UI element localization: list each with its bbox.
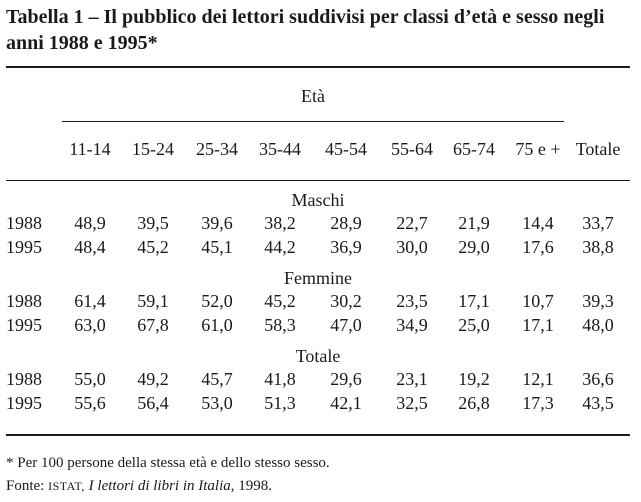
source-label: Fonte:: [6, 478, 45, 494]
table-cell: 49,2: [137, 369, 169, 389]
table-cell: 42,1: [330, 393, 362, 413]
table-cell: 17,6: [522, 237, 554, 257]
table-cell: 63,0: [74, 315, 106, 335]
table-cell: 33,7: [582, 213, 614, 233]
column-header: 45-54: [325, 139, 367, 159]
table-cell: 45,7: [201, 369, 233, 389]
table-cell: 53,0: [201, 393, 233, 413]
table-cell: 39,6: [201, 213, 233, 233]
age-group-header: Età: [301, 86, 325, 106]
table-cell: 17,3: [522, 393, 554, 413]
table-cell: 59,1: [137, 291, 169, 311]
table-cell: 58,3: [264, 315, 296, 335]
table-cell: 41,8: [264, 369, 296, 389]
table-cell: 17,1: [522, 315, 554, 335]
table-cell: 34,9: [396, 315, 428, 335]
table-cell: 38,2: [264, 213, 296, 233]
table-cell: 55,6: [74, 393, 106, 413]
row-year: 1995: [6, 237, 42, 257]
header-rule: [6, 180, 630, 181]
table-cell: 67,8: [137, 315, 169, 335]
age-group-rule: [62, 121, 564, 122]
table-cell: 48,9: [74, 213, 106, 233]
table-cell: 51,3: [264, 393, 296, 413]
table-cell: 25,0: [458, 315, 490, 335]
table-cell: 28,9: [330, 213, 362, 233]
table-cell: 39,5: [137, 213, 169, 233]
table-title: Tabella 1 – Il pubblico dei lettori suddivisi per classi d’età e sesso negli anni 1988 e 1995*: [6, 6, 605, 54]
source-note: [6, 476, 272, 496]
row-year: 1995: [6, 315, 42, 335]
table-cell: 23,5: [396, 291, 428, 311]
section-label: Maschi: [291, 190, 345, 210]
table-cell: 29,6: [330, 369, 362, 389]
column-header: 11-14: [69, 139, 111, 159]
table-cell: 45,2: [264, 291, 296, 311]
table-cell: 19,2: [458, 369, 490, 389]
table-cell: 10,7: [522, 291, 554, 311]
footnote: * Per 100 persone della stessa età e dello stesso sesso.: [6, 455, 330, 471]
table-cell: 55,0: [74, 369, 106, 389]
table-cell: 43,5: [582, 393, 614, 413]
source-year: , 1998.: [230, 478, 273, 494]
table-cell: 56,4: [137, 393, 169, 413]
column-header: 25-34: [196, 139, 238, 159]
column-header: 55-64: [391, 139, 433, 159]
table-cell: 45,2: [137, 237, 169, 257]
table-cell: 32,5: [396, 393, 428, 413]
row-year: 1988: [6, 213, 42, 233]
table-cell: 45,1: [201, 237, 233, 257]
section-label: Femmine: [284, 268, 352, 288]
table-cell: 26,8: [458, 393, 490, 413]
top-rule: [6, 66, 630, 68]
source-publication: I lettori di libri in Italia: [88, 478, 231, 494]
column-header: 65-74: [453, 139, 495, 159]
table-cell: 17,1: [458, 291, 490, 311]
table-cell: 38,8: [582, 237, 614, 257]
column-header: 15-24: [132, 139, 174, 159]
table-cell: 48,0: [582, 315, 614, 335]
table-cell: 39,3: [582, 291, 614, 311]
table-cell: 61,4: [74, 291, 106, 311]
table-cell: 14,4: [522, 213, 554, 233]
table-cell: 61,0: [201, 315, 233, 335]
table-cell: 29,0: [458, 237, 490, 257]
row-year: 1988: [6, 291, 42, 311]
row-year: 1988: [6, 369, 42, 389]
table-cell: 23,1: [396, 369, 428, 389]
column-header: 35-44: [259, 139, 301, 159]
column-header: Totale: [575, 139, 621, 159]
column-header: 75 e +: [515, 139, 561, 159]
table-cell: 48,4: [74, 237, 106, 257]
table-cell: 30,0: [396, 237, 428, 257]
table-cell: 44,2: [264, 237, 296, 257]
table-cell: 52,0: [201, 291, 233, 311]
bottom-rule: [6, 434, 630, 436]
section-label: Totale: [295, 346, 341, 366]
table-cell: 12,1: [522, 369, 554, 389]
table-cell: 22,7: [396, 213, 428, 233]
table-cell: 30,2: [330, 291, 362, 311]
table-cell: 21,9: [458, 213, 490, 233]
source-org: ISTAT,: [48, 479, 85, 493]
table-cell: 36,9: [330, 237, 362, 257]
table-cell: 36,6: [582, 369, 614, 389]
row-year: 1995: [6, 393, 42, 413]
table-cell: 47,0: [330, 315, 362, 335]
